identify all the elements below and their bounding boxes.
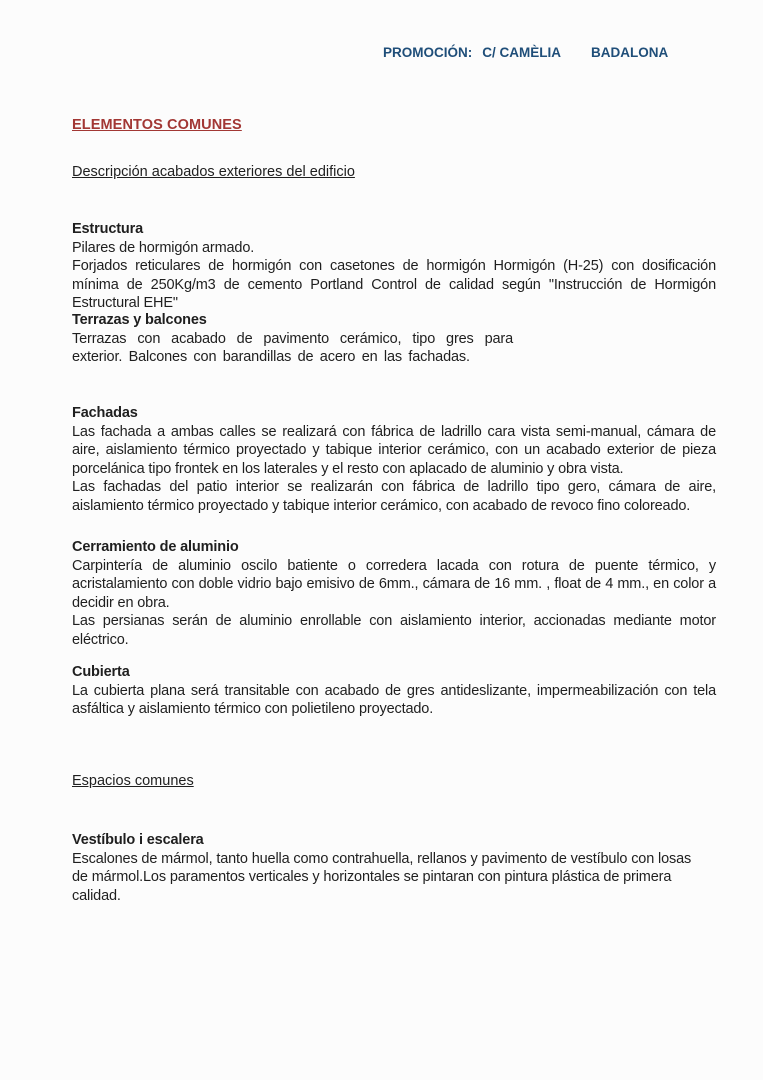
paragraph: Forjados reticulares de hormigón con casetones de hormigón Hormigón (H-25) con dosificación mínima de 250Kg/m3 de cemento Portland Control de calidad según "Instrucción de Hormigón Estructural EHE" [72, 258, 716, 311]
paragraph: Las fachadas del patio interior se realizarán con fábrica de ladrillo tipo gero, cámara de aire, aislamiento térmico proyectado y tabique interior cerámico, con acabado de revoco fino coloreado. [72, 479, 716, 514]
section-cerramiento-aluminio [72, 538, 716, 649]
paragraph: Las fachada a ambas calles se realizará con fábrica de ladrillo cara vista semi-manual, cámara de aire, aislamiento térmico proyectado y tabique interior cerámico, con un acabado exterior de pieza porcelánica tipo frontek en los laterales y el resto con aplacado de aluminio y obra vista. [72, 423, 716, 477]
paragraph: Escalones de mármol, tanto huella como contrahuella, rellanos y pavimento de vestíbulo con losas de mármol.Los paramentos verticales y horizontales se pintaran con pintura plástica de primera calidad. [72, 850, 692, 904]
section-terrazas-balcones [72, 311, 513, 367]
paragraph: Terrazas con acabado de pavimento cerámico, tipo gres para exterior. Balcones con barandillas de acero en las fachadas. [72, 330, 513, 365]
document-title: ELEMENTOS COMUNES [72, 117, 242, 133]
promotion-city: BADALONA [591, 45, 669, 60]
promotion-header [383, 45, 668, 60]
promotion-label: PROMOCIÓN: [383, 45, 473, 60]
section-heading-cubierta: Cubierta [72, 664, 130, 680]
paragraph: La cubierta plana será transitable con acabado de gres antideslizante, impermeabilización con tela asfáltica y aislamiento térmico con polietileno proyectado. [72, 682, 716, 717]
section-heading-cerramiento: Cerramiento de aluminio [72, 539, 239, 555]
section-heading-vestibulo: Vestíbulo i escalera [72, 832, 204, 848]
section-vestibulo-escalera [72, 831, 704, 905]
subtitle-exteriors: Descripción acabados exteriores del edificio [72, 164, 355, 180]
paragraph: Las persianas serán de aluminio enrollable con aislamiento interior, accionadas mediante motor eléctrico. [72, 613, 716, 648]
section-cubierta [72, 663, 716, 719]
paragraph: Carpintería de aluminio oscilo batiente o corredera lacada con rotura de puente térmico, y acristalamiento con doble vidrio bajo emisivo de 6mm., cámara de 16 mm. , float de 4 mm., en color a decidir en obra. [72, 557, 716, 611]
paragraph: Pilares de hormigón armado. [72, 239, 255, 256]
section-fachadas [72, 404, 716, 515]
section-heading-terrazas: Terrazas y balcones [72, 312, 207, 328]
section-estructura [72, 220, 716, 313]
section-heading-estructura: Estructura [72, 221, 144, 237]
promotion-street: C/ CAMÈLIA [482, 45, 561, 60]
section-heading-fachadas: Fachadas [72, 405, 138, 421]
subtitle-espacios-comunes: Espacios comunes [72, 773, 194, 789]
